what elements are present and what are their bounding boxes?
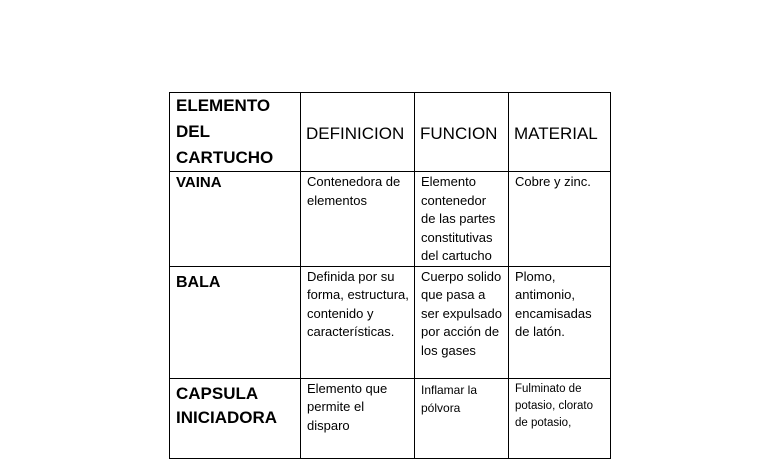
row-element-label: CAPSULA INICIADORA (170, 378, 301, 458)
header-funcion: FUNCION (415, 93, 509, 172)
row-function-cell: Inflamar la pólvora (415, 378, 509, 458)
row-element-label: BALA (170, 266, 301, 378)
row-material-cell: Fulminato de potasio, clorato de potasio, (509, 378, 611, 458)
row-definition-cell: Contenedora de elementos (301, 172, 415, 267)
row-element-label: VAINA (170, 172, 301, 267)
row-function-cell: Elemento contenedor de las partes constitutivas del cartucho (415, 172, 509, 267)
row-material-cell: Plomo, antimonio, encamisadas de latón. (509, 266, 611, 378)
header-material: MATERIAL (509, 93, 611, 172)
row-definition-cell: Definida por su forma, estructura, contenido y características. (301, 266, 415, 378)
table-row (170, 172, 611, 267)
table-row (170, 266, 611, 378)
header-elemento-del-cartucho: ELEMENTO DEL CARTUCHO (170, 93, 301, 172)
cartridge-elements-table-wrapper (169, 92, 611, 459)
row-material-cell: Cobre y zinc. (509, 172, 611, 267)
table-row (170, 378, 611, 458)
row-definition-cell: Elemento que permite el disparo (301, 378, 415, 458)
row-function-cell: Cuerpo solido que pasa a ser expulsado por acción de los gases (415, 266, 509, 378)
table-header-row (170, 93, 611, 172)
header-definicion: DEFINICION (301, 93, 415, 172)
cartridge-elements-table (169, 92, 611, 459)
